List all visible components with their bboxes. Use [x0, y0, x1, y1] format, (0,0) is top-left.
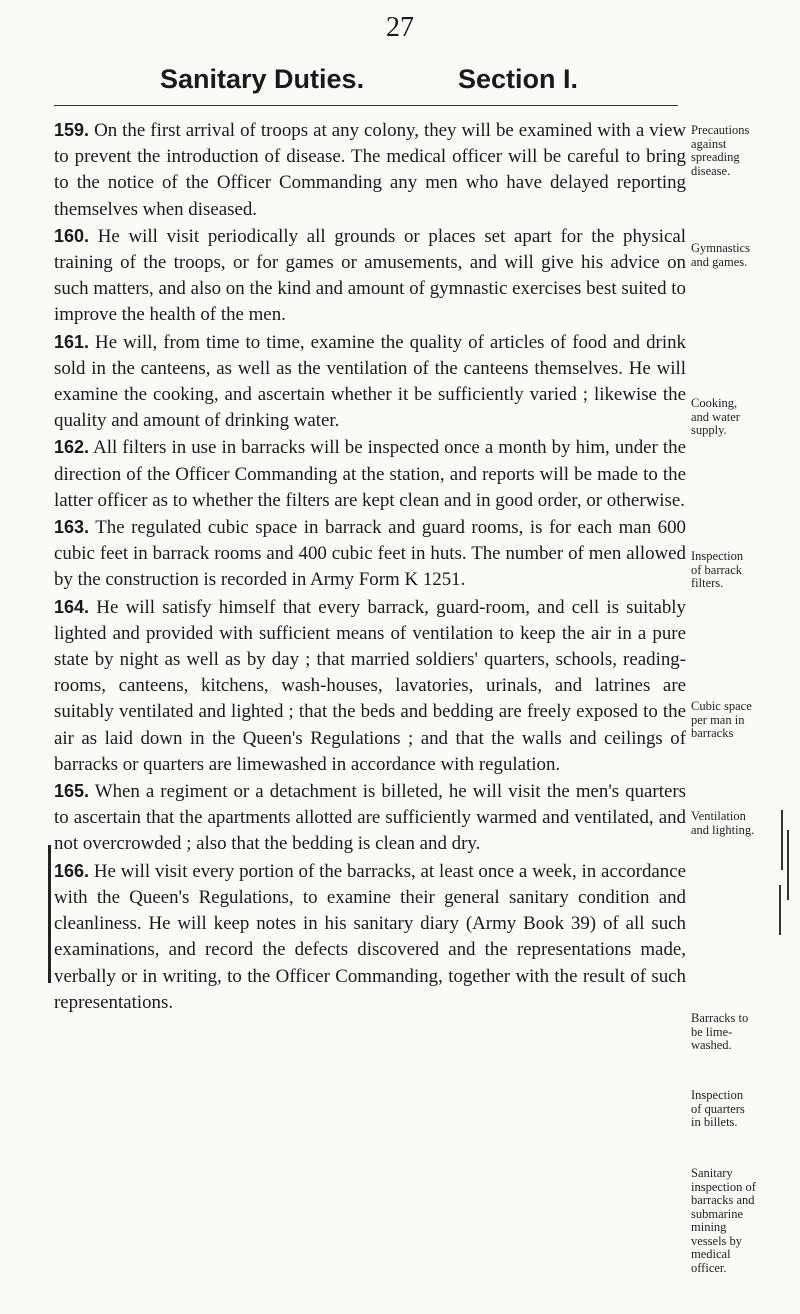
paragraph-165 — [54, 778, 686, 858]
paragraph-number: 159. — [54, 120, 90, 140]
margin-note-line: officer. — [691, 1260, 727, 1275]
margin-note-line: filters. — [691, 576, 724, 590]
page-number: 27 — [386, 12, 414, 43]
margin-note-line: Barracks to — [691, 1011, 749, 1025]
margin-note-line: Gymnastics — [691, 241, 751, 255]
running-head-section: Section I. — [457, 64, 578, 94]
margin-note-billets — [691, 1089, 796, 1130]
margin-note-line: Precautions — [691, 123, 750, 137]
margin-note-line: be lime- — [691, 1024, 733, 1039]
margin-note-line: and water — [691, 409, 740, 424]
margin-note-gymnastics — [691, 242, 796, 269]
margin-note-line: Inspection — [691, 549, 744, 563]
paragraph-text: The regulated cubic space in barrack and guard rooms, is for each man 600 cubic feet in barrack rooms and 400 cubic feet in huts. The number of men allowed by the construction is recorded in Army Form K 1251. — [54, 517, 686, 591]
margin-note-line: submarine — [691, 1206, 744, 1221]
margin-note-line: Sanitary — [691, 1166, 733, 1180]
margin-note-line: vessels by — [691, 1233, 743, 1248]
margin-note-line: spreading — [691, 150, 740, 164]
margin-note-filters — [691, 550, 796, 591]
paragraph-number: 163. — [54, 517, 90, 538]
paragraph-163 — [54, 514, 686, 594]
margin-note-sanitary-inspection — [691, 1167, 796, 1275]
paragraph-number: 162. — [54, 437, 90, 458]
body-text — [54, 117, 686, 1016]
margin-note-line: of barrack — [691, 562, 743, 577]
margin-note-line: Cooking, — [691, 396, 738, 410]
margin-note-line: barracks — [691, 726, 734, 740]
margin-note-limewash — [691, 1012, 796, 1053]
paragraph-text: He will satisfy himself that every barrack, guard-room, and cell is suitably lighted and provided with sufficient means of ventilation to keep the air in a pure state by night as well as by day ; that married soldiers' quarters, schools, reading-rooms, canteens, kitchens, wash-houses, lavatories, urinals, and latrines are suitably ventilated and lighted ; that the beds and bedding are freely exposed to the air as laid down in the Queen's Regulations ; and that the walls and ceilings of barracks or quarters are limewashed in accordance with regulation. — [54, 596, 686, 775]
page-edge-marks — [775, 810, 795, 950]
paragraph-number: 166. — [54, 860, 90, 881]
margin-note-line: inspection of — [691, 1179, 756, 1194]
running-head-title: Sanitary Duties. — [160, 64, 365, 94]
margin-note-line: and lighting. — [691, 822, 755, 837]
paragraph-text: All filters in use in barracks will be inspected once a month by him, under the direction of the Officer Commanding at the station, and reports will be made to the latter officer as to whether the filters are kept clean and in good order, or otherwise. — [54, 437, 686, 511]
paragraph-text: He will visit periodically all grounds or places set apart for the physical training of the troops, or for games or amusements, and will give his advice on such matters, and also on the kind and amount of gymnastic exercises best suited to improve the health of the men. — [54, 225, 686, 326]
paragraph-text: He will, from time to time, examine the quality of articles of food and drink sold in the canteens, as well as the ventilation of the canteens themselves. He will examine the cooking, and ascertain whether it be sufficiently varied ; likewise the quality and amount of drinking water. — [54, 331, 686, 432]
paragraph-text: On the first arrival of troops at any colony, they will be examined with a view to prevent the introduction of disease. The medical officer will be careful to bring to the notice of the Officer Commanding any men who have delayed reporting themselves when diseased. — [54, 120, 686, 220]
margin-note-line: barracks and — [691, 1193, 755, 1207]
paragraph-number: 164. — [54, 596, 90, 617]
margin-note-line: against — [691, 136, 727, 151]
margin-note-line: Ventilation — [691, 809, 746, 823]
paragraph-162 — [54, 434, 686, 514]
margin-note-cubic-space — [691, 700, 796, 741]
paragraph-number: 165. — [54, 781, 90, 802]
margin-note-line: disease. — [691, 163, 731, 178]
margin-note-line: of quarters — [691, 1101, 745, 1116]
margin-note-line: Cubic space — [691, 699, 752, 713]
margin-note-precautions — [691, 124, 796, 178]
paragraph-text: He will visit every portion of the barracks, at least once a week, in accordance with the Queen's Regulations, to examine their general sanitary condition and cleanliness. He will keep notes in his sanitary diary (Army Book 39) of all such examinations, and record the defects discovered and the representations made, verbally or in writing, to the Officer Commanding, together with the result of such representations. — [54, 860, 686, 1013]
paragraph-161 — [54, 329, 686, 435]
paragraph-160 — [54, 223, 686, 329]
margin-note-cooking — [691, 397, 796, 438]
margin-note-line: and games. — [691, 254, 748, 269]
paragraph-number: 160. — [54, 225, 90, 246]
paragraph-164 — [54, 594, 686, 778]
running-head — [160, 64, 578, 95]
paragraph-159 — [54, 117, 686, 223]
paragraph-text: When a regiment or a detachment is billeted, he will visit the men's quarters to ascertain that the apartments allotted are sufficiently warmed and ventilated, and not overcrowded ; also that the bedding is clean and dry. — [54, 781, 686, 855]
margin-note-line: supply. — [691, 423, 727, 437]
paragraph-bracket — [48, 845, 51, 983]
header-rule — [54, 105, 678, 106]
paragraph-166 — [54, 858, 686, 1016]
margin-note-line: per man in — [691, 712, 745, 727]
margin-note-line: mining — [691, 1220, 727, 1234]
paragraph-number: 161. — [54, 331, 90, 352]
margin-note-line: washed. — [691, 1038, 732, 1052]
margin-note-line: medical — [691, 1247, 731, 1261]
margin-note-line: in billets. — [691, 1115, 738, 1129]
margin-note-line: Inspection — [691, 1088, 744, 1102]
